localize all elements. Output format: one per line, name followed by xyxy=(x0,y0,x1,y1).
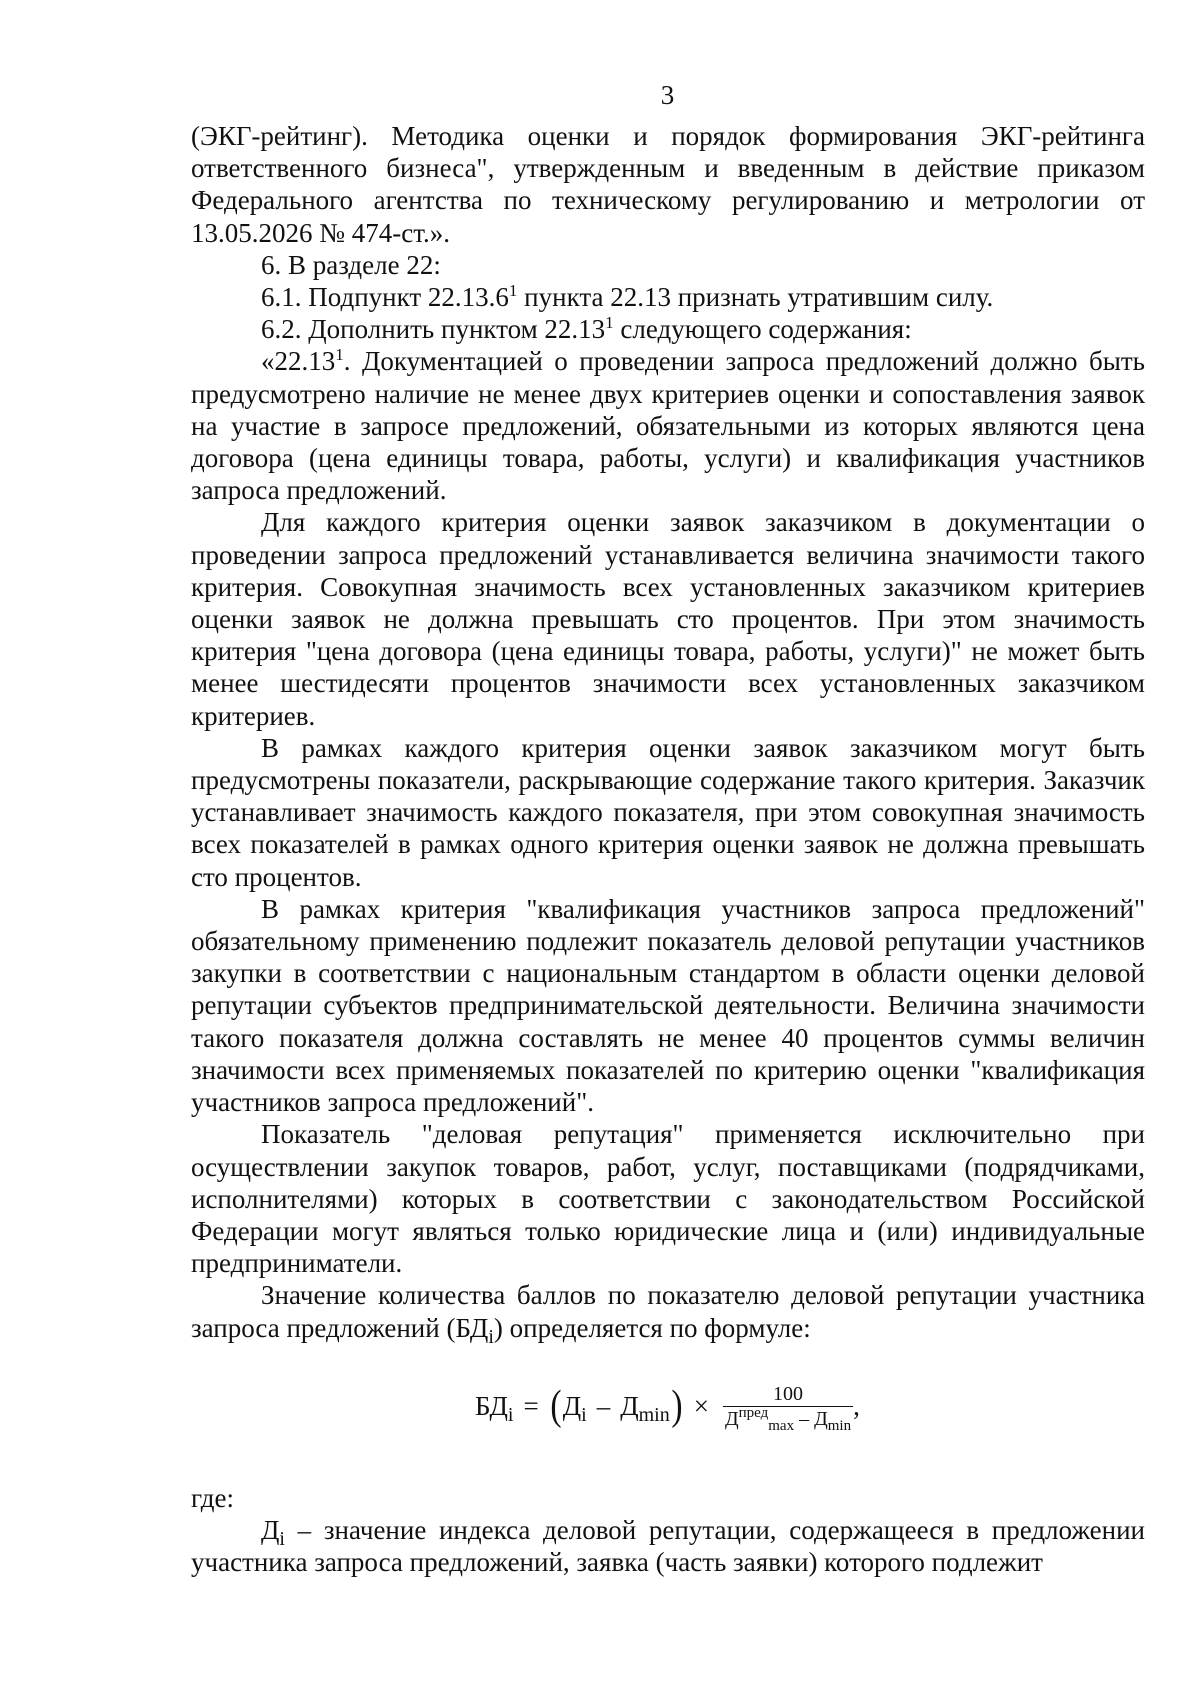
paragraph-business-reputation: Показатель "деловая репутация" применяется исключительно при осуществлении закупок товаров, работ, услуг, поставщиками (подрядчиками, исполнителями) которых в соответствии с законодательством Российской Федерации могут являться только юридические лица и (или) индивидуальные предприниматели. xyxy=(191,1119,1145,1279)
formula-den-sub-min: min xyxy=(827,1418,852,1435)
paragraph-6-2-start: 6.2. Дополнить пунктом 22.13 xyxy=(261,314,606,345)
formula-close-paren: ) xyxy=(671,1383,683,1430)
paragraph-where: где: xyxy=(191,1482,234,1513)
formula-trailing-comma: , xyxy=(853,1391,860,1422)
formula-dmin-symbol: Д xyxy=(620,1391,639,1422)
formula-open-paren: ( xyxy=(550,1383,562,1430)
formula-lhs xyxy=(475,1390,514,1427)
document-body xyxy=(191,120,1145,1578)
paragraph-6-1-end: пункта 22.13 признать утратившим силу. xyxy=(517,282,994,313)
formula-minus: – xyxy=(596,1391,611,1422)
superscript-one: 1 xyxy=(508,281,518,301)
paragraph-indicators: В рамках каждого критерия оценки заявок заказчиком могут быть предусмотрены показатели, раскрывающие содержание такого критерия. Заказчик устанавливает значимость каждого показателя, при этом совокупная значимость всех показателей в рамках одного критерия оценки заявок не должна превышать сто процентов. xyxy=(191,732,1145,892)
paragraph-6-2 xyxy=(191,313,1145,345)
paragraph-continuation: (ЭКГ-рейтинг). Методика оценки и порядок формирования ЭКГ-рейтинга ответственного бизнеса", утвержденным и введенным в действие приказом Федерального агентства по техническому регулированию и метрологии от 13.05.2026 № 474-ст.». xyxy=(191,121,1145,248)
paragraph-22-13-1 xyxy=(191,345,1145,506)
paragraph-22-13-1-start: «22.13 xyxy=(261,346,336,377)
paragraph-qualification: В рамках критерия "квалификация участников запроса предложений" обязательному применению подлежит показатель деловой репутации участников закупки в соответствии с национальным стандартом в области оценки деловой репутации субъектов предпринимательской деятельности. Величина значимости такого показателя должна составлять не менее 40 процентов суммы величин значимости всех применяемых показателей по критерию оценки "квалификация участников запроса предложений". xyxy=(191,893,1145,1118)
formula-denominator xyxy=(723,1405,853,1435)
formula-den-d-min: Д xyxy=(814,1408,828,1431)
paragraph-section-22: 6. В разделе 22: xyxy=(261,249,441,280)
page-number: 3 xyxy=(660,80,675,110)
definition-d-sub: i xyxy=(279,1527,285,1550)
paragraph-d-i-definition xyxy=(191,1514,1145,1578)
formula-times: × xyxy=(693,1391,709,1422)
formula-block xyxy=(191,1362,1145,1472)
formula xyxy=(475,1382,860,1435)
formula-den-minus: – xyxy=(794,1408,815,1431)
paragraph-criteria-significance: Для каждого критерия оценки заявок заказчиком в документации о проведении запроса предложений устанавливается величина значимости такого критерия. Совокупная значимость всех установленных заказчиком критериев оценки заявок не должна превышать сто процентов. При этом значимость критерия "цена договора (цена единицы товара, работы, услуги)" не может быть менее шестидесяти процентов значимости всех установленных заказчиком критериев. xyxy=(191,507,1145,731)
formula-d-symbol: Д xyxy=(562,1391,582,1422)
superscript-one: 1 xyxy=(335,345,344,365)
formula-lhs-symbol: БД xyxy=(475,1391,508,1422)
formula-numerator: 100 xyxy=(773,1382,804,1405)
formula-lhs-sub: i xyxy=(507,1404,514,1427)
formula-den-sub-max: max xyxy=(768,1418,795,1435)
formula-d-min xyxy=(620,1390,670,1427)
paragraph-score-end: ) определяется по формуле: xyxy=(493,1312,811,1343)
formula-dmin-sub: min xyxy=(638,1404,670,1427)
formula-equals: = xyxy=(523,1391,539,1422)
formula-d-i xyxy=(562,1390,587,1427)
paragraph-6-2-end: следующего содержания: xyxy=(613,314,912,345)
paragraph-6-1 xyxy=(191,281,1145,313)
subscript-i: i xyxy=(488,1325,494,1348)
formula-fraction xyxy=(723,1382,853,1435)
formula-den-sup: пред xyxy=(738,1405,769,1422)
formula-den-d-max: Д xyxy=(724,1408,739,1431)
paragraph-6-1-start: 6.1. Подпункт 22.13.6 xyxy=(261,282,509,313)
paragraph-22-13-1-text: . Документацией о проведении запроса предложений должно быть предусмотрено наличие не менее двух критериев оценки и сопоставления заявок на участие в запросе предложений, обязательными из которых являются цена договора (цена единицы товара, работы, услуги) и квалификация участников запроса предложений. xyxy=(191,346,1145,506)
paragraph-score-start: Значение количества баллов по показателю деловой репутации участника запроса предложений (БД xyxy=(191,1280,1145,1343)
definition-text: – значение индекса деловой репутации, содержащееся в предложении участника запроса предложений, заявка (часть заявки) которого подлежит xyxy=(191,1514,1145,1578)
superscript-one: 1 xyxy=(605,313,614,333)
formula-d-sub: i xyxy=(581,1404,587,1427)
paragraph-score-value xyxy=(191,1279,1145,1348)
definition-d-symbol: Д xyxy=(261,1514,280,1545)
